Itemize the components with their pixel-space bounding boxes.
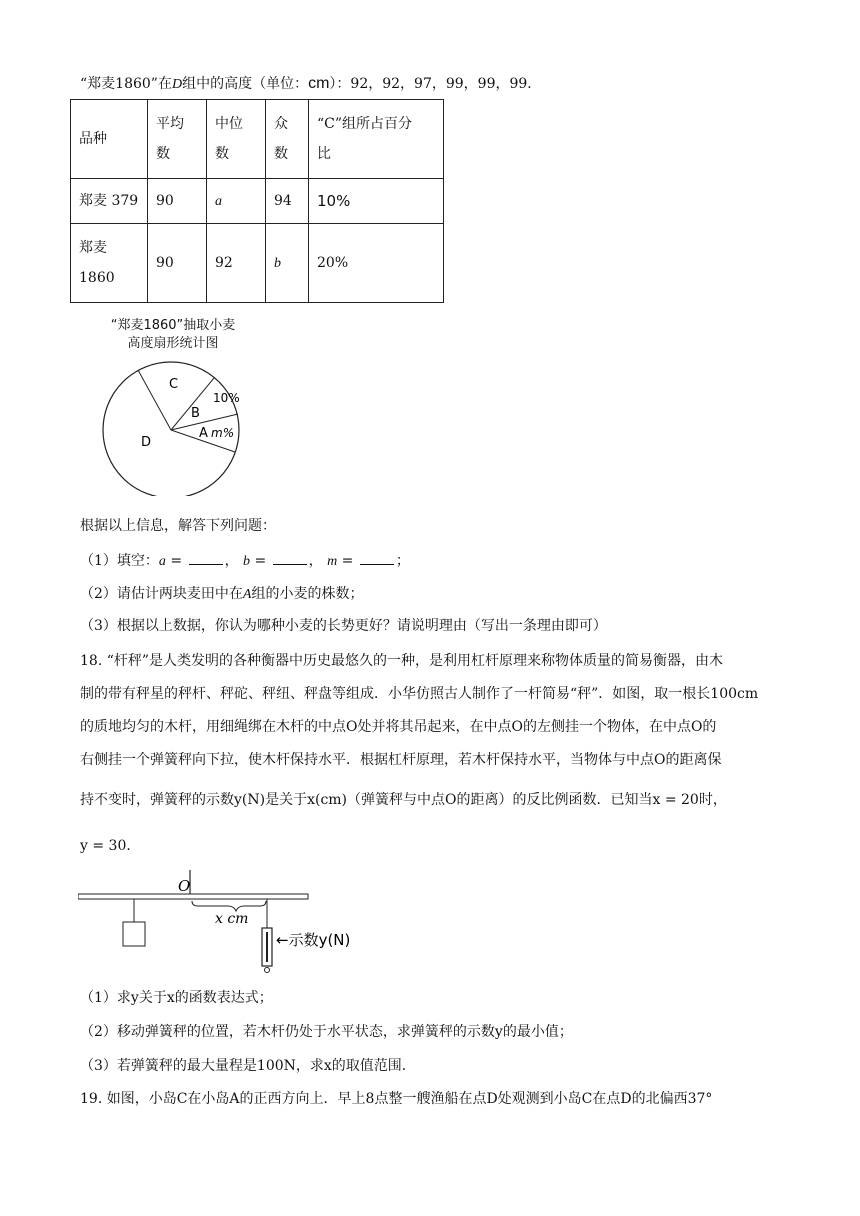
o-label: O <box>178 877 191 895</box>
cell-median: a <box>207 179 266 224</box>
q17-1-a: a <box>158 554 166 569</box>
pie-chart <box>97 356 247 496</box>
q17-2-after: 组的小麦的株数； <box>251 586 364 602</box>
p18-q1: （1）求y关于x的函数表达式； <box>80 990 273 1006</box>
cell-mean: 90 <box>148 224 207 303</box>
pie-label-a: A <box>199 426 208 441</box>
p19-line1: 19. 如图，小岛C在小岛A的正西方向上．早上8点整一艘渔船在点D处观测到小岛C在点D的北偏西37° <box>80 1091 713 1107</box>
blank-m <box>360 550 394 565</box>
pie-title-line2: 高度扇形统计图 <box>127 336 219 351</box>
cell-median: 92 <box>207 224 266 303</box>
table-row <box>71 179 444 224</box>
cell-c-pct: 20% <box>309 224 444 303</box>
pie-label-d: D <box>141 435 152 450</box>
table-header-row <box>71 100 444 179</box>
q17-intro: 根据以上信息，解答下列问题： <box>80 518 276 534</box>
lever-rod <box>78 894 308 899</box>
pie-radius-cd <box>138 370 171 430</box>
cell-mean: 90 <box>148 179 207 224</box>
header-mean: 平均 数 <box>148 100 207 179</box>
p18-line6: y = 30． <box>80 838 141 854</box>
blank-a <box>189 550 223 565</box>
intro-values: ）：92，92，97，99，99，99． <box>329 76 542 92</box>
p18-line2: 制的带有秤星的秤杆、秤砣、秤纽、秤盘等组成．小华仿照古人制作了一杆简易“秤”．如图，取一根长100cm <box>80 686 759 702</box>
p18-line1: 18. “杆秤”是人类发明的各种衡器中历史最悠久的一种，是利用杠杆原理来称物体质量的简易衡器，由木 <box>80 653 724 669</box>
q17-1-b: b <box>243 554 251 569</box>
p18-line5: 持不变时，弹簧秤的示数y(N)是关于x(cm)（弹簧秤与中点O的距离）的反比例函数．已知当x = 20时， <box>80 792 727 808</box>
header-mode: 众 数 <box>266 100 309 179</box>
q17-2-group: A <box>242 587 252 602</box>
object-box <box>123 922 145 946</box>
cell-variety: 郑麦 1860 <box>71 224 148 303</box>
pie-title <box>88 317 258 353</box>
intro-unit: cm <box>308 75 330 92</box>
q17-1-m: m <box>327 554 338 569</box>
header-c-pct: “C”组所占百分 比 <box>309 100 444 179</box>
q17-2 <box>80 584 363 605</box>
blank-b <box>273 550 307 565</box>
intro-line <box>80 74 541 95</box>
p18-q2: （2）移动弹簧秤的位置，若木杆仍处于水平状态，求弹簧秤的示数y的最小值； <box>80 1024 573 1040</box>
header-variety: 品种 <box>71 100 148 179</box>
distance-brace <box>192 901 266 911</box>
p18-line3: 的质地均匀的木杆，用细绳绑在木杆的中点O处并将其吊起来，在中点O的左侧挂一个物体，在中点O的 <box>80 719 717 735</box>
pie-label-c: C <box>169 377 179 392</box>
reading-label: ←示数y(N) <box>276 931 351 949</box>
cell-variety: 郑麦 379 <box>71 179 148 224</box>
p18-line4: 右侧挂一个弹簧秤向下拉，使木杆保持水平．根据杠杆原理，若木杆保持水平，当物体与中点O的距离保 <box>80 752 722 768</box>
table-row <box>71 224 444 303</box>
pie-label-b: B <box>191 406 200 421</box>
pie-label-b-pct: 10% <box>213 391 240 405</box>
intro-text-before: “郑麦1860”在 <box>80 76 172 92</box>
cell-mode: b <box>266 224 309 303</box>
q17-1-prefix: （1）填空： <box>80 553 159 569</box>
q17-3: （3）根据以上数据，你认为哪种小麦的长势更好？请说明理由（写出一条理由即可） <box>80 618 607 634</box>
q17-2-text: （2）请估计两块麦田中在 <box>80 586 243 602</box>
lever-figure <box>78 870 378 980</box>
stats-table <box>70 99 444 303</box>
intro-group-letter: D <box>171 77 183 92</box>
x-cm-label: x cm <box>215 911 249 927</box>
pie-label-a-pct: m% <box>211 426 235 440</box>
p18-q3: （3）若弹簧秤的最大量程是100N，求x的取值范围． <box>80 1058 416 1074</box>
pie-title-line1: “郑麦1860”抽取小麦 <box>110 318 236 333</box>
cell-mode: 94 <box>266 179 309 224</box>
q17-1: （1）填空：a = ， b = ， m = ； <box>80 550 410 572</box>
spring-scale-bottom <box>265 968 270 973</box>
header-median: 中位 数 <box>207 100 266 179</box>
intro-text-after: 组中的高度（单位： <box>182 76 309 92</box>
cell-c-pct: 10% <box>309 179 444 224</box>
